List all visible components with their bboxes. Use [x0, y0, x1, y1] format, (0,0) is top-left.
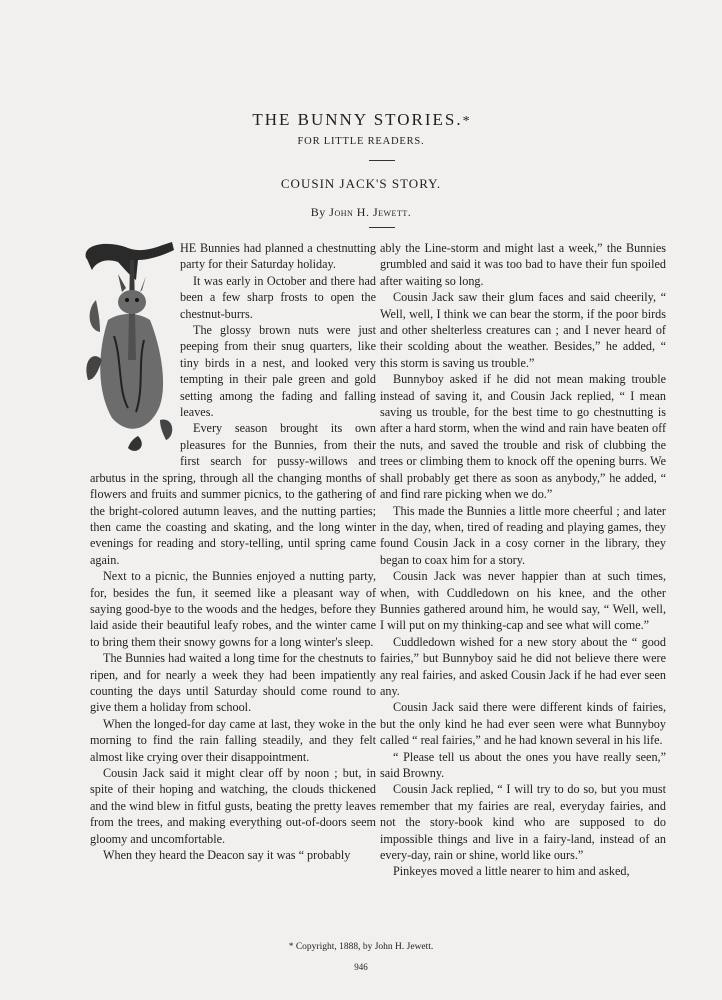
paragraph: Cousin Jack replied, “ I will try to do so, but you must remember that my fairies are real, everyday fairies, and not the story-book kind who are supposed to do impossible things and live in a fairy-land, instead of an every-day, rain or shine, world like ours.”	[380, 782, 666, 863]
paragraph: Next to a picnic, the Bunnies enjoyed a nutting party, for, besides the fun, it seemed like a pleasant way of saying good-bye to the woods and the hedges, before they laid aside their beautiful leafy robes, and the winter came to bring them their snowy gowns for a long winter's sleep.	[90, 569, 376, 649]
paragraph: Cousin Jack said it might clear off by noon ; but, in spite of their hoping and watching, the clouds thickened and the wind blew in fitful gusts, beating the pretty leaves from the trees, and making everything out-of-doors seem gloomy and uncomfortable.	[90, 766, 376, 846]
paragraph: Cousin Jack was never happier than at such times, when, with Cuddledown on his knee, and the other Bunnies gathered around him, he would say, “ Well, well, I will put on my thinking-cap and see what will come.”	[380, 569, 666, 633]
paragraph: Cousin Jack said there were different kinds of fairies, but the only kind he had ever seen were what Bunnyboy called “ real fairies,” and he had known several in his life.	[380, 700, 666, 748]
paragraph: When they heard the Deacon say it was “ probably	[103, 848, 351, 863]
right-column	[380, 240, 666, 880]
divider-rule	[369, 160, 395, 161]
story-title: COUSIN JACK'S STORY.	[280, 176, 442, 191]
paragraph: Bunnyboy asked if he did not mean making trouble instead of saving it, and Cousin Jack replied, “ I mean saving us trouble, for the best time to go chestnutting is after a hard storm, when the wind and rain have beaten off the nuts, and saved the trouble and risk of clubbing the trees or climbing them to knock off the opening burrs. We shall probably get there as soon as anybody,” he added, “ and find rare picking when we do.”	[380, 372, 666, 502]
decorative-initial-t-illustration	[78, 240, 176, 458]
paragraph: The Bunnies had waited a long time for the chestnuts to ripen, and for nearly a week they had been impatiently counting the days until Saturday should come round to give them a holiday from school.	[90, 651, 376, 715]
copyright-footnote: * Copyright, 1888, by John H. Jewett.	[288, 942, 434, 952]
author-name: John H. Jewett.	[329, 205, 412, 219]
left-column	[90, 240, 376, 863]
paragraph: “ Please tell us about the ones you have really seen,” said Browny.	[380, 749, 666, 780]
paragraph: This made the Bunnies a little more cheerful ; and later in the day, when, tired of reading and playing games, they found Cousin Jack in a cosy corner in the library, they began to coax him for a story.	[380, 503, 666, 567]
page-title	[0, 110, 722, 130]
paragraph: ably the Line-storm and might last a week,” the Bunnies grumbled and said it was too bad to have their fun spoiled after waiting so long.	[380, 241, 666, 288]
author-prefix: By	[310, 205, 326, 219]
paragraph: When the longed-for day came at last, they woke in the morning to find the rain falling steadily, and they felt almost like crying over their disappointment.	[90, 716, 376, 764]
page-subtitle: FOR LITTLE READERS.	[297, 136, 425, 147]
paragraph: The glossy brown nuts were just peeping from their snug quarters, like tiny birds in a nest, and looked very tempting in their pale green and gold setting among the fading and falling leaves.	[180, 323, 376, 420]
author-line	[0, 205, 722, 220]
paragraph: It was early in October and there had been a few sharp frosts to open the chestnut-burrs.	[180, 273, 376, 321]
title-footnote-mark: *	[462, 114, 470, 129]
paragraph: HE Bunnies had planned a chestnutting party for their Saturday holiday.	[180, 241, 376, 272]
divider-rule	[369, 227, 395, 228]
paragraph: Every season brought its own pleasures for the Bunnies, from their first search for pussy-willows and arbutus in the spring, through all the changing months of flowers and fruits and summer picnics, to the gathering of the bright-colored autumn leaves, and the nutting parties; then came the coasting and skating, and the long winter evenings for reading and story-telling, until spring came again.	[90, 421, 376, 567]
title-text: THE BUNNY STORIES.	[252, 110, 463, 129]
paragraph: Cuddledown wished for a new story about the “ good fairies,” but Bunnyboy said he did not believe there were any real fairies, and asked Cousin Jack if he had ever seen any.	[380, 634, 666, 698]
page-number: 946	[354, 962, 368, 972]
paragraph: Pinkeyes moved a little nearer to him and asked,	[393, 864, 630, 879]
paragraph: Cousin Jack saw their glum faces and said cheerily, “ Well, well, I think we can bear the storm, if the poor birds and other shelterless creatures can ; and I never heard of their scolding about the weather. Besides,” he added, “ this storm is saving us trouble.”	[380, 290, 666, 370]
